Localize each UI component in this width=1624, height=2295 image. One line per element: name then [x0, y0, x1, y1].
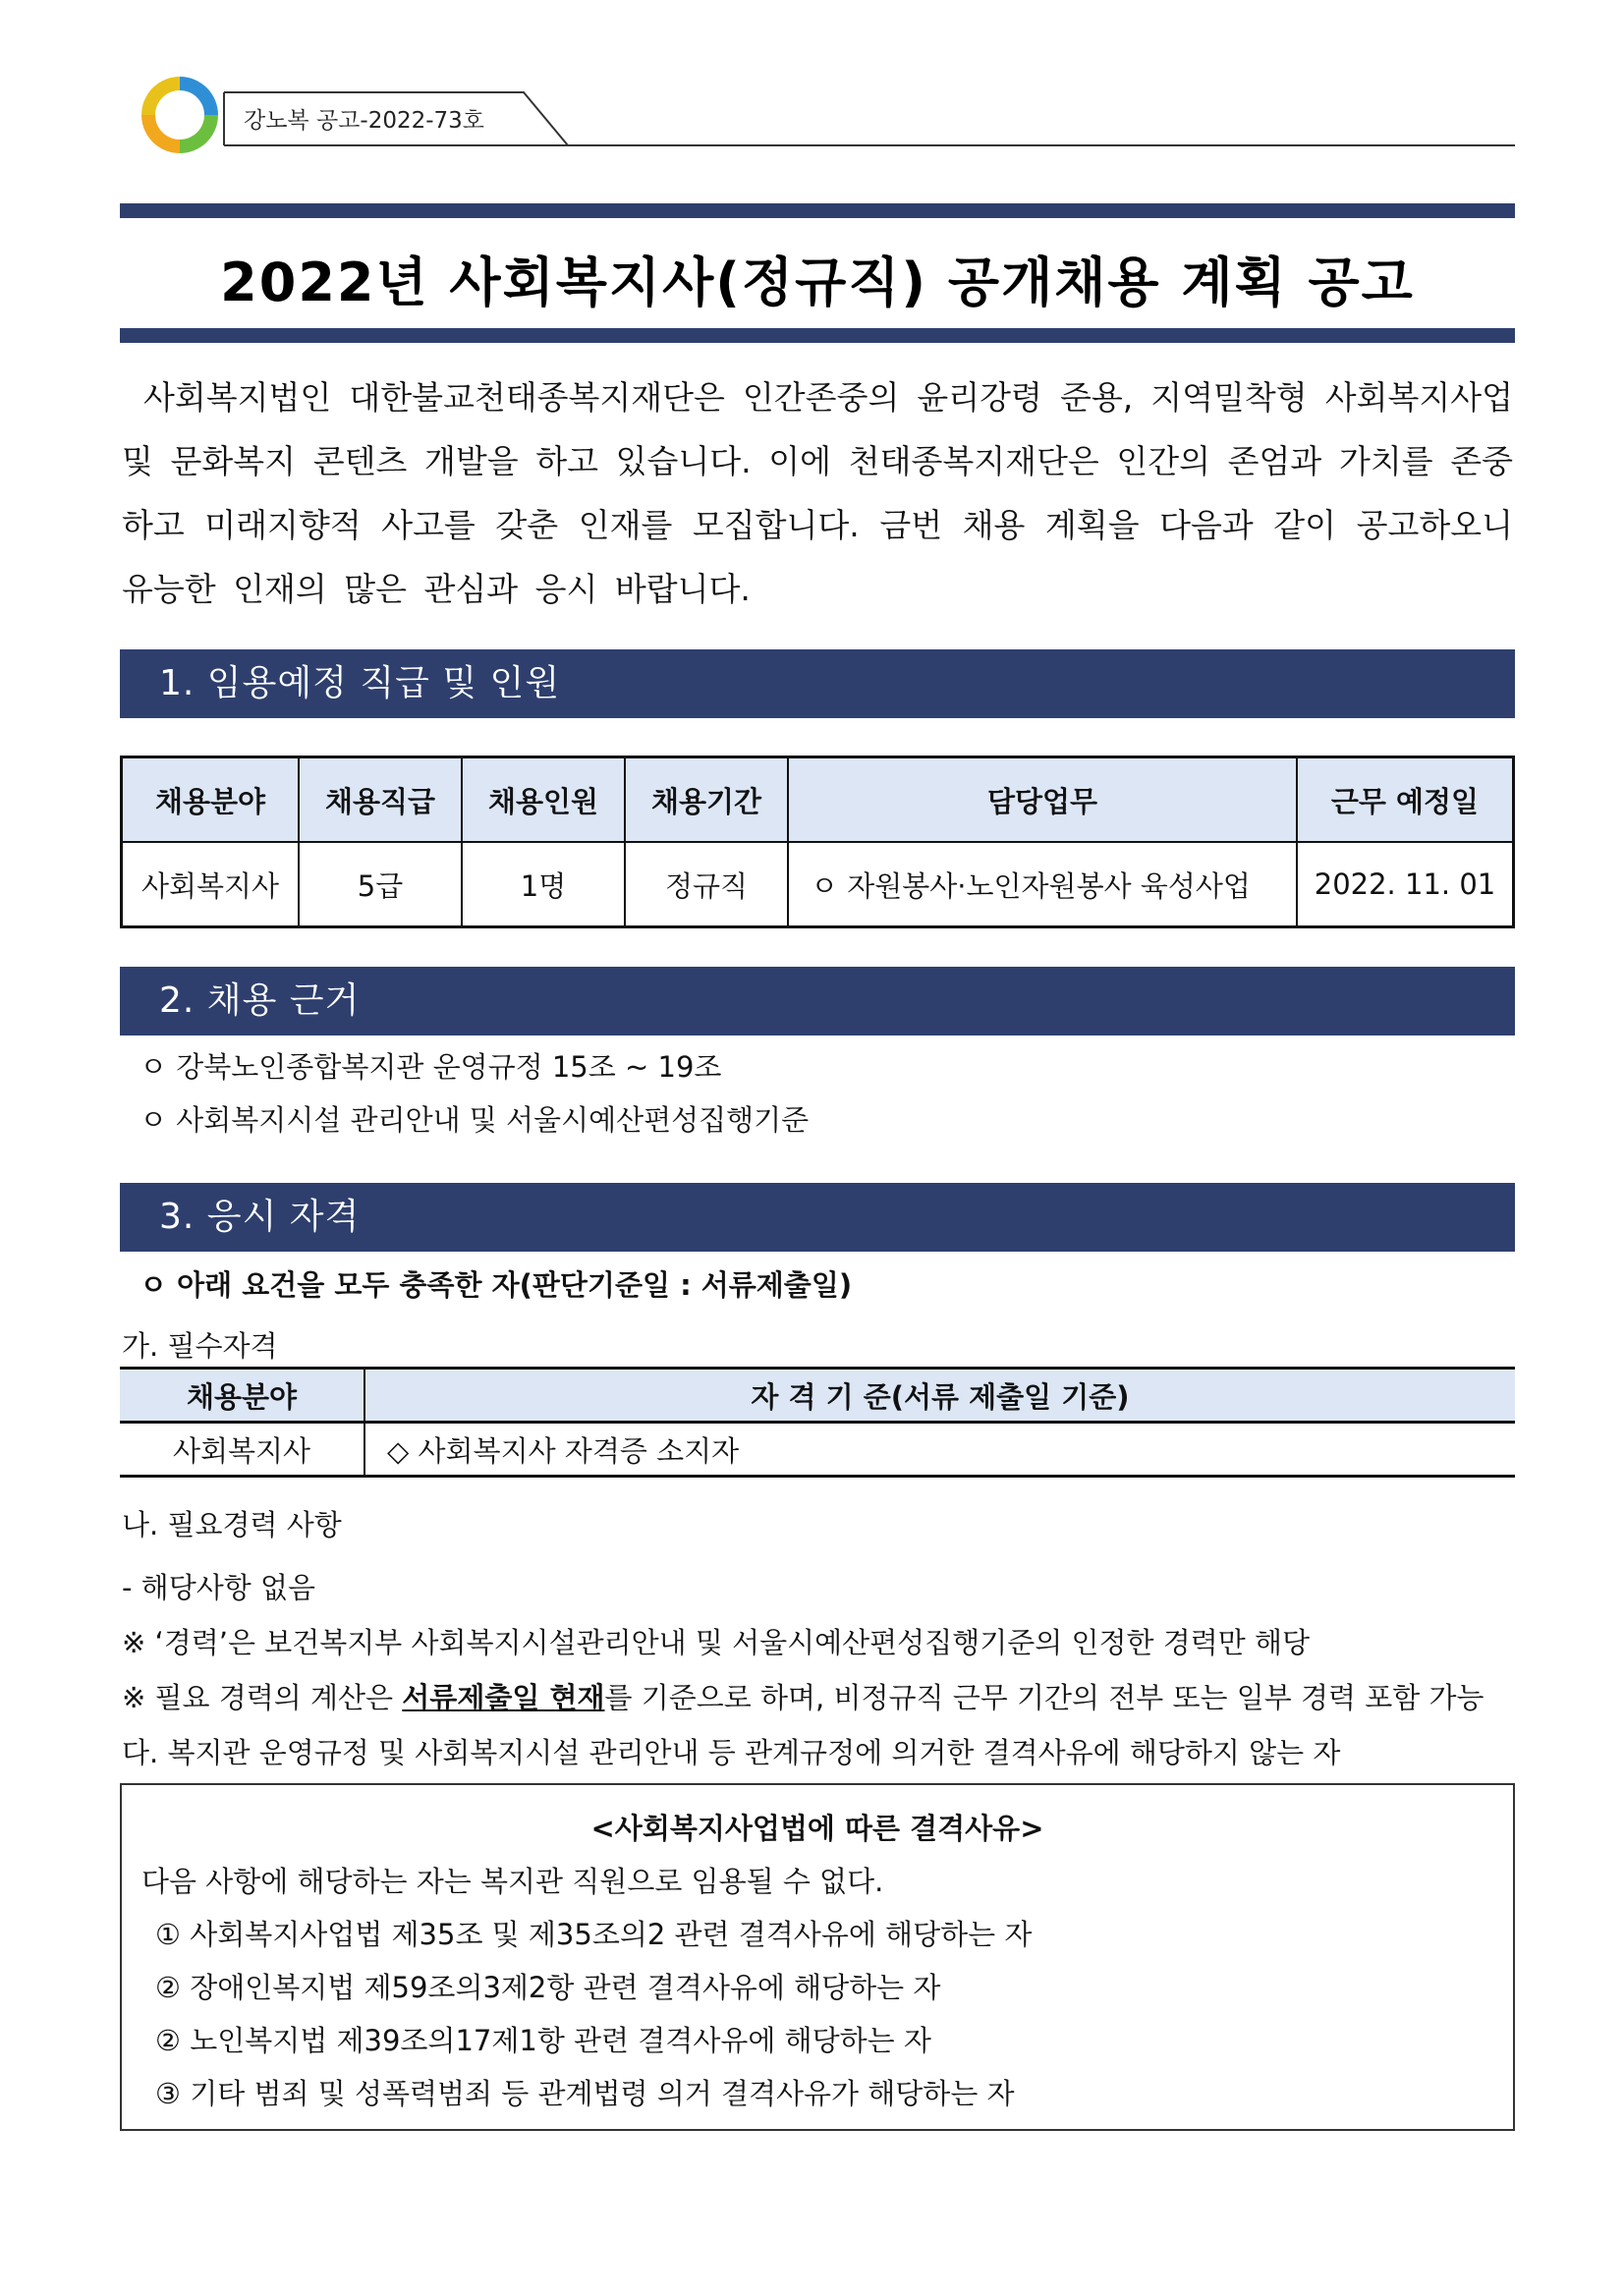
- table-header-row: [122, 757, 1514, 843]
- intro-paragraph: [122, 365, 1513, 621]
- table-cell: ㅇ 자원봉사·노인자원봉사 육성사업: [788, 842, 1297, 927]
- box-title: <사회복지사업법에 따른 결격사유>: [590, 1812, 1044, 1845]
- document-title: 2022년 사회복지사(정규직) 공개채용 계획 공고: [220, 252, 1415, 313]
- disqualification-box: [120, 1783, 1515, 2131]
- list-item: ② 장애인복지법 제59조의3제2항 관련 결격사유에 해당하는 자: [155, 1971, 941, 2004]
- table-row: [122, 842, 1514, 927]
- list-item: ③ 기타 범죄 및 성폭력범죄 등 관계법령 의거 결격사유가 해당하는 자: [155, 2077, 1015, 2110]
- note-text: 를 기준으로 하며, 비정규직 근무 기간의 전부 또는 일부 경력 포함 가능: [604, 1681, 1484, 1714]
- table-header-cell: 근무 예정일: [1297, 757, 1514, 843]
- disqualification-label: 다. 복지관 운영규정 및 사회복지시설 관리안내 등 관계규정에 의거한 결격사유에 해당하지 않는 자: [122, 1736, 1341, 1769]
- title-bar-top: [120, 203, 1515, 218]
- qualification-table: [120, 1367, 1515, 1478]
- table-cell: 5급: [299, 842, 462, 927]
- table-header-cell: 담당업무: [788, 757, 1297, 843]
- list-item: ① 사회복지사업법 제35조 및 제35조의2 관련 결격사유에 해당하는 자: [155, 1918, 1033, 1951]
- qualification-condition: ㅇ 아래 요건을 모두 충족한 자(판단기준일 : 서류제출일): [140, 1268, 853, 1302]
- career-note: ※ ‘경력’은 보건복지부 사회복지시설관리안내 및 서울시예산편성집행기준의 인정한 경력만 해당: [122, 1626, 1311, 1659]
- note-emphasis: 서류제출일 현재: [402, 1681, 605, 1714]
- intro-text: 사회복지법인 대한불교천태종복지재단은 인간존중의 윤리강령 준용, 지역밀착형 사회복지사업 및 문화복지 콘텐츠 개발을 하고 있습니다. 이에 천태종복지재단은 인간의 존엄과 가치를 존중하고 미래지향적 사고를 갖춘 인재를 모집합니다. 금번 채용 계획을 다음과 같이 공고하오니 유능한 인재의 많은 관심과 응시 바랍니다.: [122, 378, 1513, 608]
- table-header-cell: 채용분야: [122, 757, 300, 843]
- basis-item: ㅇ 사회복지시설 관리안내 및 서울시예산편성집행기준: [140, 1103, 810, 1137]
- table-header-cell: 자 격 기 준(서류 제출일 기준): [364, 1369, 1515, 1423]
- table-header-cell: 채용기간: [625, 757, 788, 843]
- table-cell: 2022. 11. 01: [1297, 842, 1514, 927]
- box-lead: 다음 사항에 해당하는 자는 복지관 직원으로 임용될 수 없다.: [141, 1865, 884, 1898]
- note-text: ※ 필요 경력의 계산은: [122, 1681, 403, 1714]
- table-cell: 사회복지사: [122, 842, 300, 927]
- circular-swirl-logo-icon: [136, 71, 224, 159]
- table-header-cell: 채용분야: [120, 1369, 364, 1423]
- basis-item: ㅇ 강북노인종합복지관 운영규정 15조 ~ 19조: [140, 1050, 722, 1084]
- table-header-cell: 채용직급: [299, 757, 462, 843]
- table-cell: 사회복지사: [120, 1423, 364, 1477]
- list-item: ② 노인복지법 제39조의17제1항 관련 결격사유에 해당하는 자: [155, 2024, 931, 2057]
- position-table: [120, 756, 1515, 928]
- required-qualification-label: 가. 필수자격: [122, 1329, 278, 1363]
- table-header-row: [120, 1369, 1515, 1423]
- career-requirement-label: 나. 필요경력 사항: [122, 1508, 342, 1541]
- table-cell: 1명: [462, 842, 625, 927]
- notice-number: 강노복 공고-2022-73호: [244, 108, 485, 134]
- table-cell: 정규직: [625, 842, 788, 927]
- table-header-cell: 채용인원: [462, 757, 625, 843]
- notice-header: [136, 63, 1515, 147]
- career-requirement-item: - 해당사항 없음: [122, 1571, 315, 1604]
- section-2-heading: 2. 채용 근거: [120, 967, 1515, 1036]
- table-row: [120, 1423, 1515, 1477]
- title-bar-bottom: [120, 328, 1515, 343]
- career-calculation-note: [122, 1676, 1484, 1716]
- table-cell: ◇ 사회복지사 자격증 소지자: [364, 1423, 1515, 1477]
- section-1-heading: 1. 임용예정 직급 및 인원: [120, 649, 1515, 718]
- section-3-heading: 3. 응시 자격: [120, 1183, 1515, 1252]
